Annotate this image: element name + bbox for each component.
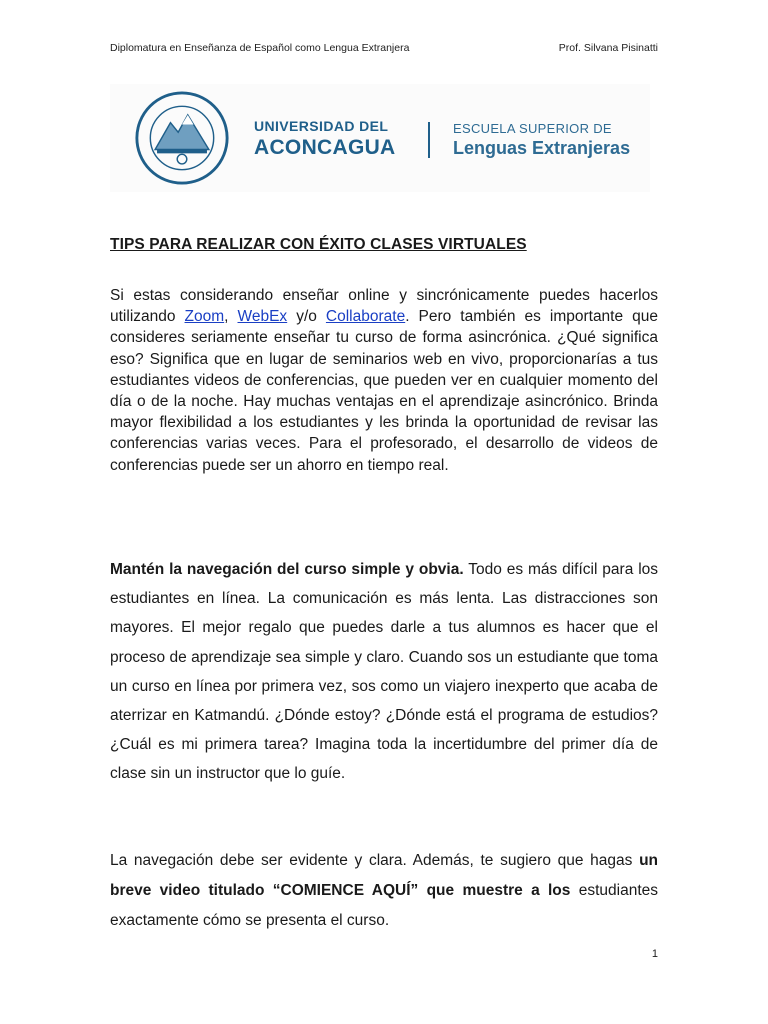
navigation-paragraph xyxy=(110,555,658,789)
zoom-link[interactable]: Zoom xyxy=(184,308,225,326)
document-title: TIPS PARA REALIZAR CON ÉXITO CLASES VIRTUALES xyxy=(110,236,527,253)
school-name-line1: ESCUELA SUPERIOR DE xyxy=(453,121,612,136)
university-name-line2: ACONCAGUA xyxy=(254,136,396,159)
university-name-line1: UNIVERSIDAD DEL xyxy=(254,118,389,134)
intro-sep2: y/o xyxy=(287,308,326,326)
start-here-paragraph xyxy=(110,846,658,936)
header-professor: Prof. Silvana Pisinatti xyxy=(558,42,658,54)
webex-link[interactable]: WebEx xyxy=(237,308,288,326)
intro-sep1: , xyxy=(224,308,238,326)
page-number: 1 xyxy=(651,948,658,960)
intro-text-a: Si estas considerando enseñar online y sincrónicamente puedes hacerlos utilizando xyxy=(110,287,658,326)
university-logo-banner xyxy=(110,84,650,192)
start-here-text-a: La navegación debe ser evidente y clara. Además, te sugiero que hagas xyxy=(110,852,640,869)
intro-text-b: . Pero también es importante que consideres seriamente enseñar tu curso de forma asincrónica. ¿Qué significa eso? Significa que en lugar de seminarios web en vivo, proporcionarías a tus estudiantes videos de conferencias, que pueden ver en cualquier momento del día o de la noche. Hay muchas ventajas en el aprendizaje asincrónico. Brinda mayor flexibilidad a los estudiantes y les brinda la oportunidad de revisar las conferencias varias veces. Para el profesorado, el desarrollo de videos de conferencias puede ser un ahorro en tiempo real. xyxy=(110,308,658,474)
school-name-line2: Lenguas Extranjeras xyxy=(453,138,631,158)
logo-divider xyxy=(428,122,430,158)
navigation-text: Todo es más difícil para los estudiantes en línea. La comunicación es más lenta. Las distracciones son mayores. El mejor regalo que puedes darle a tus alumnos es hacer que el proceso de aprendizaje sea simple y claro. Cuando sos un estudiante que toma un curso en línea por primera vez, sos como un viajero inexperto que acaba de aterrizar en Katmandú. ¿Dónde estoy? ¿Dónde está el programa de estudios? ¿Cuál es mi primera tarea? Imagina toda la incertidumbre del primer día de clase sin un instructor que lo guíe. xyxy=(110,561,659,783)
navigation-heading: Mantén la navegación del curso simple y obvia. xyxy=(110,561,464,578)
intro-paragraph xyxy=(110,285,658,476)
collaborate-link[interactable]: Collaborate xyxy=(325,308,406,326)
start-here-bold: un breve video titulado “COMIENCE AQUÍ” que muestre a los xyxy=(110,852,658,899)
university-seal-icon xyxy=(134,90,230,186)
header-course-title: Diplomatura en Enseñanza de Español como Lengua Extranjera xyxy=(110,42,410,54)
start-here-text-b: estudiantes exactamente cómo se presenta el curso. xyxy=(110,882,658,929)
